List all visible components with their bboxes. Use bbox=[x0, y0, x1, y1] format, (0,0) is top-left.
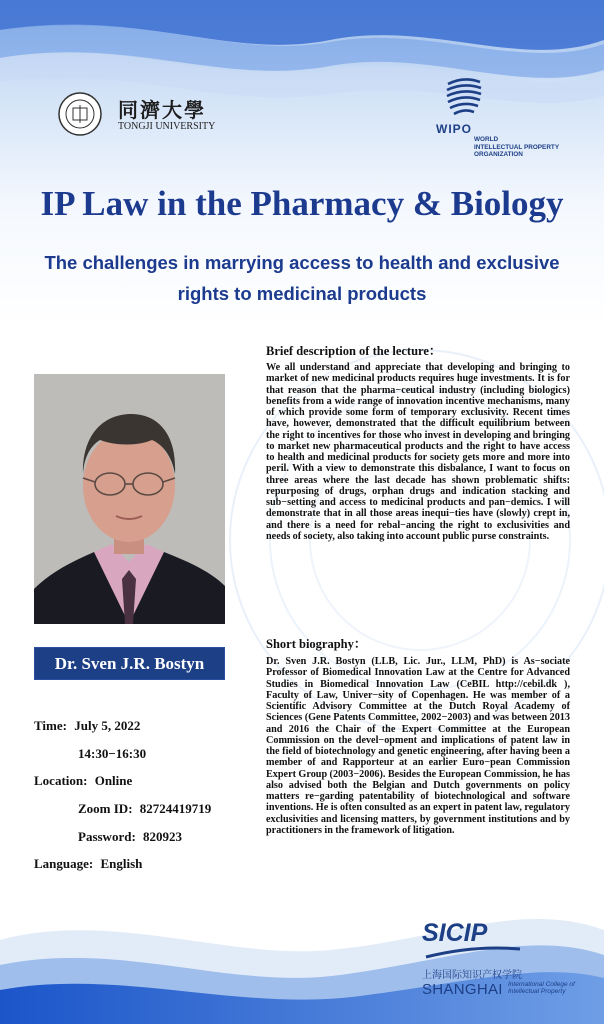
biography-body: Dr. Sven J.R. Bostyn (LLB, Lic. Jur., LLM, PhD) is As−sociate Professor of Biomedical Innovation Law at the Centre for Advanced Studies in Biomedical Innovation Law (CeBIL http://cebil.dk ), Faculty of Law, Univer−sity of Copenhagen. He was member of a Scientific Advisory Committee at the Dutch Royal Academy of Sciences (Gene Patents Committee, 2002−2003) and was between 2013 and 2016 the Chair of the Expert Committee at the European Commission on the devel−opment and implications of patent law in the field of biotechnology and genetic engineering, after having been a member of and Rapporteur at an earlier Euro−pean Commission Expert Group (2003−2006). Besides the European Commission, he has also advised both the Belgian and Dutch governments on policy matters re−garding patentability of biotechnological and software inventions. He is often consulted as an expert in patent law, regulatory exclusivities and licensing matters, by government institutions and by practitioners in the framework of litigation. bbox=[266, 656, 570, 836]
sicip-college-name: International College of Intellectual Property bbox=[508, 981, 575, 995]
zoom-row bbox=[78, 801, 211, 817]
wipo-logo bbox=[436, 72, 576, 164]
time-label: Time: bbox=[34, 718, 67, 733]
sicip-logo bbox=[418, 915, 598, 1015]
zoom-label: Zoom ID: bbox=[78, 801, 133, 816]
speaker-name: Dr. Sven J.R. Bostyn bbox=[54, 654, 205, 673]
sicip-wordmark: SICIP bbox=[422, 919, 488, 947]
wipo-acronym: WIPO bbox=[436, 122, 472, 136]
speaker-portrait-icon bbox=[34, 374, 225, 624]
lecture-heading: Brief description of the lecture： bbox=[266, 344, 442, 358]
event-hours: 14:30−16:30 bbox=[78, 746, 147, 761]
event-date: July 5, 2022 bbox=[74, 718, 141, 733]
location-label: Location: bbox=[34, 773, 88, 788]
language-label: Language: bbox=[34, 856, 94, 871]
tongji-chinese-name: 同濟大學 bbox=[118, 98, 206, 122]
password-value: 820923 bbox=[143, 829, 183, 844]
wipo-sub-line: ORGANIZATION bbox=[474, 151, 523, 158]
wipo-globe-icon bbox=[444, 72, 484, 120]
tongji-seal-icon bbox=[58, 92, 102, 136]
language-row bbox=[34, 856, 142, 872]
wipo-full-name bbox=[474, 136, 584, 159]
biography-section bbox=[266, 637, 570, 836]
wipo-sub-line: WORLD bbox=[474, 136, 499, 143]
biography-heading: Short biography： bbox=[266, 637, 367, 651]
tongji-logo bbox=[58, 92, 218, 138]
location-row bbox=[34, 773, 132, 789]
time-row bbox=[34, 718, 140, 734]
poster-subtitle: The challenges in marrying access to health and exclusive rights to medicinal products bbox=[44, 252, 560, 304]
speaker-name-bar bbox=[34, 647, 225, 680]
sicip-swoosh-icon bbox=[424, 943, 524, 963]
location-value: Online bbox=[94, 773, 133, 788]
sicip-shanghai: SHANGHAI bbox=[422, 981, 503, 998]
speaker-photo bbox=[34, 374, 225, 624]
tongji-english-name: TONGJI UNIVERSITY bbox=[118, 121, 216, 132]
poster-title: IP Law in the Pharmacy & Biology bbox=[40, 184, 564, 223]
zoom-id: 82724419719 bbox=[139, 801, 212, 816]
lecture-body: We all understand and appreciate that developing and bringing to market of new medicinal products requires huge investments. It is for that reason that the pharma−ceutical industry (including biologics) benefits from a wide range of innovation incentive mechanisms, many of which provide some form of temporary exclusivity. Recent times have, however, demonstrated that the difficult equilibrium between the right to incentives for those who invest in developing and bringing to market new pharmaceutical products and the right to have access to health and medicinal products for society gets more and more into peril. With a view to demonstrate this disbalance, I want to focus on three areas where the last decade has shown problematic shifts: repurposing of drugs, orphan drugs and indication stacking and sub−setting and access to medicinal products and pan−demics. I will demonstrate that in all those areas inequi−ties have (slowly) crept in, and there is a need for rebal−ancing the right to exclusivities and needs of society, also taking into account public purse constraints. bbox=[266, 362, 570, 542]
lecture-section bbox=[266, 344, 570, 542]
sicip-chinese-name: 上海国际知识产权学院 bbox=[422, 970, 522, 981]
password-label: Password: bbox=[78, 829, 136, 844]
wipo-sub-line: INTELLECTUAL PROPERTY bbox=[474, 143, 560, 151]
language-value: English bbox=[100, 856, 143, 871]
password-row bbox=[78, 829, 182, 845]
